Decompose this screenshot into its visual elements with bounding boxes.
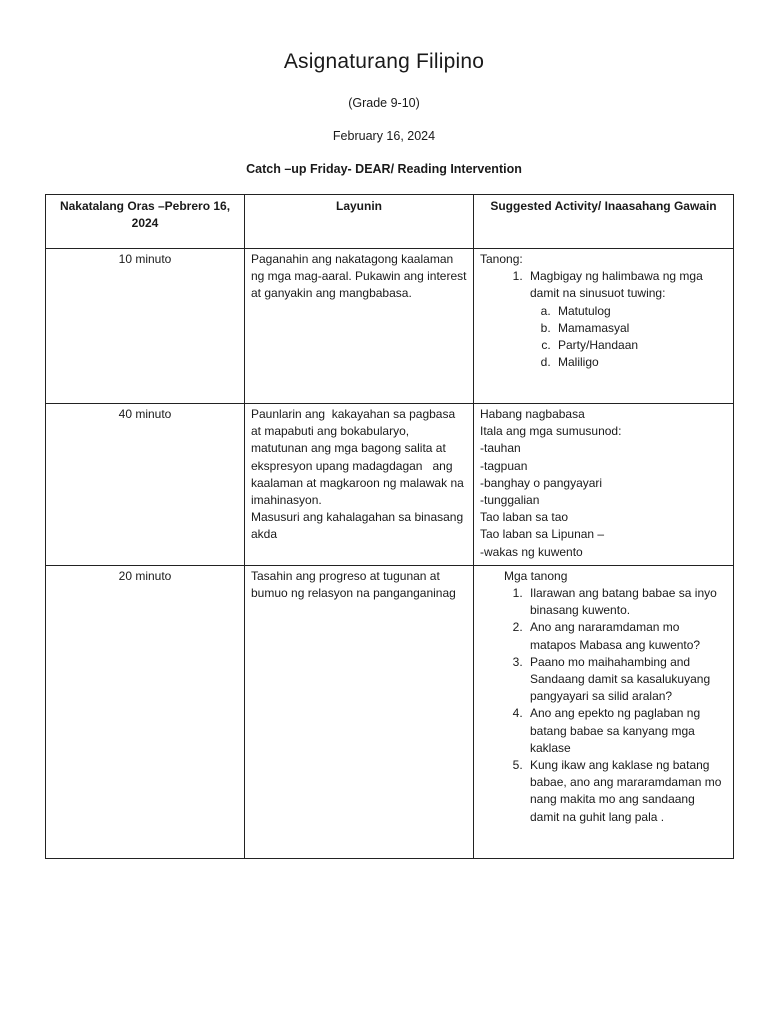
gawain-line: Itala ang mga sumusunod: xyxy=(480,424,622,439)
gawain-line: -tagpuan xyxy=(480,458,528,473)
gawain-line: -tunggalian xyxy=(480,493,540,508)
table-row xyxy=(46,404,734,566)
table-row xyxy=(46,249,734,404)
list-item: 2. Ano ang nararamdaman mo matapos Mabasa ang kuwento? xyxy=(526,619,727,653)
document-subtitle: Catch –up Friday- DEAR/ Reading Intervention xyxy=(246,162,522,176)
question-text: Magbigay ng halimbawa ng mga damit na sinusuot tuwing: xyxy=(530,269,703,301)
list-item: a. Matutulog xyxy=(554,303,727,320)
oras-cell: 10 minuto xyxy=(46,249,245,404)
list-item: b. Mamamasyal xyxy=(554,320,727,337)
layunin-cell xyxy=(245,404,474,566)
header-gawain: Suggested Activity/ Inaasahang Gawain xyxy=(474,195,734,249)
layunin-cell: Paganahin ang nakatagong kaalaman ng mga mag-aaral. Pukawin ang interest at ganyakin ang mangbabasa. xyxy=(245,249,474,404)
gawain-cell xyxy=(474,565,734,858)
list-item: 3. Paano mo maihahambing and Sandaang damit sa kasalukuyang pangyayari sa silid aralan? xyxy=(526,654,727,706)
layunin-cell: Tasahin ang progreso at tugunan at bumuo ng relasyon na panganganinag xyxy=(245,565,474,858)
document-date: February 16, 2024 xyxy=(332,129,436,143)
layunin-line: Paunlarin ang kakayahan sa pagbasa at mapabuti ang bokabularyo, matutunan ang mga bagong salita at ekspresyon upang madagdagan ang kaalaman at magkaroon ng malawak na imahinasyon. xyxy=(251,407,468,508)
gawain-line: Tao laban sa Lipunan – xyxy=(480,527,605,542)
list-item: d. Maliligo xyxy=(554,354,727,371)
list-item: 4. Ano ang epekto ng paglaban ng batang babae sa kanyang mga kaklase xyxy=(526,705,727,757)
gawain-cell xyxy=(474,249,734,404)
gawain-line: -wakas ng kuwento xyxy=(480,544,583,559)
gawain-line: Habang nagbabasa xyxy=(480,407,585,421)
table-row xyxy=(46,565,734,858)
gawain-line: -tauhan xyxy=(480,441,521,456)
table-header-row xyxy=(46,195,734,249)
header-layunin: Layunin xyxy=(245,195,474,249)
gawain-cell xyxy=(474,404,734,566)
list-item: 1. Ilarawan ang batang babae sa inyo binasang kuwento. xyxy=(526,585,727,619)
list-item xyxy=(526,268,727,371)
gawain-line: -banghay o pangyayari xyxy=(480,475,603,490)
layunin-line: Masusuri ang kahalagahan sa binasang akda xyxy=(251,510,467,542)
list-item: c. Party/Handaan xyxy=(554,337,727,354)
lesson-plan-table xyxy=(45,194,734,859)
gawain-intro: Tanong: xyxy=(480,252,523,266)
list-item: 5. Kung ikaw ang kaklase ng batang babae, ano ang mararamdaman mo nang makita mo ang sandaang damit na guhit lang pala . xyxy=(526,757,727,826)
question-list xyxy=(480,268,727,371)
gawain-line: Tao laban sa tao xyxy=(480,510,569,525)
document-title: Asignaturang Filipino xyxy=(283,50,485,73)
oras-cell: 40 minuto xyxy=(46,404,245,566)
header-nakatalang-oras: Nakatalang Oras –Pebrero 16, 2024 xyxy=(46,195,245,249)
question-list xyxy=(480,585,727,826)
gawain-intro: Mga tanong xyxy=(504,568,568,583)
grade-level: (Grade 9-10) xyxy=(348,96,420,110)
oras-cell: 20 minuto xyxy=(46,565,245,858)
sub-list xyxy=(530,303,727,372)
